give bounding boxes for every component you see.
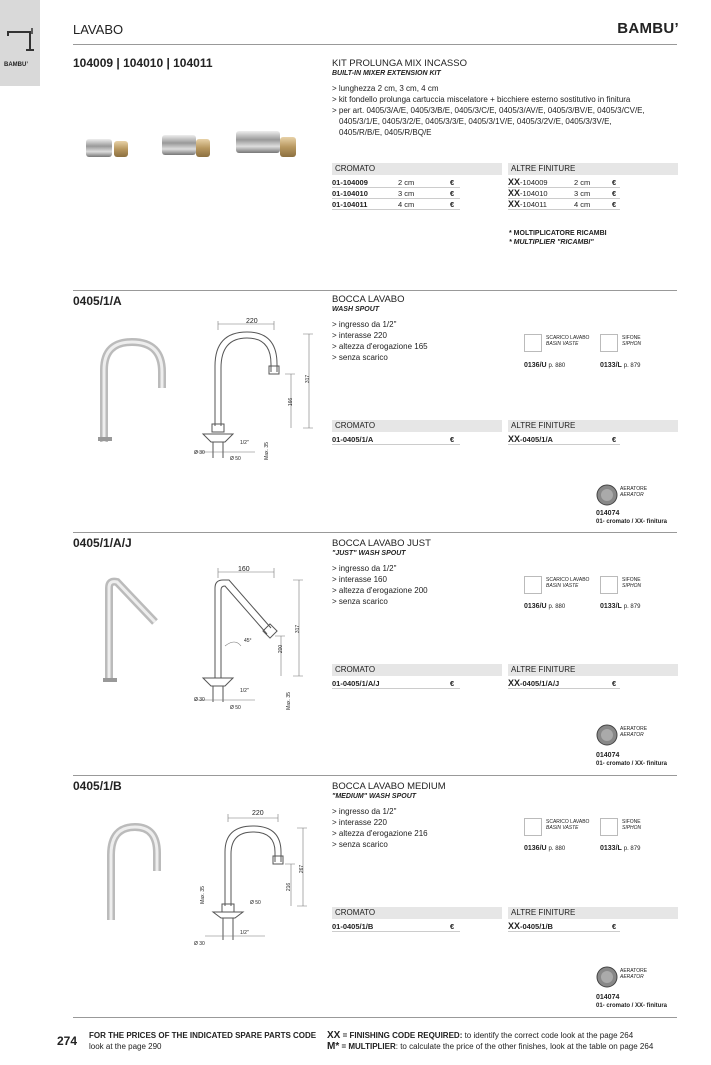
kit-cromato-header: CROMATO [332, 163, 502, 175]
dim-d1: Ø 30 [194, 697, 205, 703]
aeratore-note: 01- cromato / XX- finitura [596, 761, 668, 767]
xx-text: to identify the correct code look at the page 264 [462, 1031, 634, 1040]
scarico-code: 0136/U [524, 362, 547, 369]
row-code: 01-0405/1/B [332, 922, 374, 931]
table-row [508, 921, 620, 932]
table-row [508, 188, 620, 199]
sifone-page: p. 879 [623, 363, 641, 369]
kit-cromato-rows [332, 177, 460, 210]
dim-d2: Ø 50 [250, 900, 261, 906]
row-code: -0405/1/A [520, 435, 553, 444]
sifone-code: 0133/L [600, 603, 622, 610]
aeratore-code: 014074 [596, 994, 620, 1001]
aeratore-title: AERATORE [620, 726, 648, 732]
dim-max: Max. 35 [285, 692, 292, 710]
sifone-ref [600, 362, 640, 369]
kit-code: 104009 | 104010 | 104011 [73, 56, 213, 70]
sifone-label [622, 577, 641, 589]
euro-sign: € [612, 178, 617, 187]
m-bold: = MULTIPLIER [339, 1042, 396, 1051]
dim-top: 160 [238, 566, 250, 573]
aerator-icon [596, 484, 618, 506]
dim-h2: 216 [286, 882, 293, 892]
aerator-icon [596, 724, 618, 746]
scarico-code: 0136/U [524, 603, 547, 610]
sifone-label [622, 819, 641, 831]
euro-sign: € [612, 189, 617, 198]
side-tab [0, 0, 40, 86]
table-row [508, 177, 620, 188]
siphon-icon [600, 576, 618, 594]
xx-key: XX [327, 1030, 341, 1041]
altre-header: ALTRE FINITURE [508, 907, 678, 919]
sifone-sub: SIPHON [622, 341, 642, 347]
sifone-sub: SIPHON [622, 825, 642, 831]
multiplier-it: * MOLTIPLICATORE RICAMBI [509, 230, 607, 237]
section-divider [73, 532, 677, 533]
siphon-icon [600, 818, 618, 836]
sifone-title: SIFONE [622, 577, 641, 583]
row-length: 2 cm [398, 178, 415, 187]
euro-sign: € [450, 435, 455, 444]
bullet: > ingresso da 1/2" [332, 807, 397, 816]
footer-divider [73, 1017, 677, 1018]
aeratore-note: 01- cromato / XX- finitura [596, 1003, 668, 1009]
aeratore-code: 014074 [596, 510, 620, 517]
sifone-code: 0133/L [600, 845, 622, 852]
bullet: > interasse 220 [332, 818, 387, 827]
bullet: > senza scarico [332, 840, 388, 849]
xx-code: XX [508, 188, 521, 198]
euro-sign: € [450, 178, 455, 187]
scarico-code: 0136/U [524, 845, 547, 852]
aeratore-label [620, 486, 647, 498]
multiplier-note [509, 229, 607, 247]
row-code: 01-104010 [332, 189, 368, 198]
header-divider [73, 44, 677, 45]
kit-bullet: 0405/R/B/E, 0405/R/BQ/E [339, 128, 432, 137]
xx-code: XX [508, 678, 521, 688]
page-category: LAVABO [73, 22, 124, 37]
section-divider [73, 775, 677, 776]
technical-drawing [185, 316, 325, 466]
product-title: BOCCA LAVABO MEDIUM [332, 781, 446, 792]
euro-sign: € [612, 200, 617, 209]
dim-h1: 267 [299, 864, 306, 874]
aeratore-title: AERATORE [620, 968, 648, 974]
scarico-page: p. 880 [548, 846, 566, 852]
product-code: 0405/1/A [73, 294, 122, 308]
cromato-header: CROMATO [332, 664, 502, 676]
row-code: -104010 [520, 189, 548, 198]
table-row [508, 678, 620, 689]
dim-d2: Ø 50 [230, 456, 241, 462]
aeratore-note: 01- cromato / XX- finitura [596, 519, 668, 525]
product-code: 0405/1/B [73, 779, 122, 793]
row-length: 2 cm [574, 178, 591, 187]
row-code: -0405/1/B [520, 922, 553, 931]
scarico-sub: BASIN VASTE [546, 583, 579, 589]
product-subtitle: "JUST" WASH SPOUT [332, 550, 406, 557]
basin-waste-icon [524, 818, 542, 836]
aeratore-code: 014074 [596, 752, 620, 759]
page-number: 274 [57, 1034, 78, 1048]
dim-d2: Ø 50 [230, 705, 241, 711]
product-subtitle: WASH SPOUT [332, 306, 380, 313]
dim-thread: 1/2" [240, 440, 249, 446]
scarico-label [546, 577, 589, 589]
basin-waste-icon [524, 334, 542, 352]
dim-h2: 200 [278, 644, 285, 654]
row-length: 3 cm [398, 189, 415, 198]
technical-drawing [185, 560, 325, 710]
row-length: 3 cm [574, 189, 591, 198]
sifone-page: p. 879 [623, 846, 641, 852]
sifone-label [622, 335, 641, 347]
row-code: -104011 [520, 200, 547, 209]
scarico-title: SCARICO LAVABO [546, 819, 590, 825]
scarico-label [546, 335, 589, 347]
product-code: 0405/1/A/J [73, 536, 132, 550]
euro-sign: € [450, 922, 455, 931]
siphon-icon [600, 334, 618, 352]
dim-h1: 317 [305, 374, 312, 384]
dim-thread: 1/2" [240, 930, 249, 936]
scarico-page: p. 880 [548, 604, 566, 610]
xx-code: XX [508, 177, 521, 187]
bullet: > altezza d'erogazione 200 [332, 586, 428, 595]
scarico-page: p. 880 [548, 363, 566, 369]
table-row [332, 199, 460, 210]
product-bullets [332, 563, 428, 607]
row-code: 01-0405/1/A/J [332, 679, 380, 688]
kit-bullet: > kit fondello prolunga cartuccia miscelatore + bicchiere esterno sostitutivo in finitura [332, 95, 631, 104]
dim-d1: Ø 30 [194, 450, 205, 456]
row-code: 01-104009 [332, 178, 368, 187]
technical-drawing [185, 806, 325, 951]
multiplier-en: * MULTIPLIER "RICAMBI" [509, 239, 594, 246]
spout-photo [90, 332, 175, 447]
xx-bold: = FINISHING CODE REQUIRED: [340, 1031, 463, 1040]
cromato-header: CROMATO [332, 907, 502, 919]
aeratore-sub: AERATOR [620, 492, 644, 498]
aeratore-label [620, 726, 647, 738]
dim-angle: 45° [244, 638, 252, 644]
sifone-title: SIFONE [622, 819, 641, 825]
sifone-code: 0133/L [600, 362, 622, 369]
product-bullets [332, 319, 428, 363]
row-code: -104009 [520, 178, 548, 187]
table-row [332, 434, 460, 445]
product-title: BOCCA LAVABO [332, 294, 405, 305]
bullet: > senza scarico [332, 353, 388, 362]
aeratore-label [620, 968, 647, 980]
dim-h1: 317 [295, 624, 302, 634]
euro-sign: € [612, 435, 617, 444]
sifone-sub: SIPHON [622, 583, 642, 589]
footer-left [89, 1030, 316, 1052]
dim-max: Max. 35 [263, 442, 270, 460]
euro-sign: € [450, 200, 455, 209]
bullet: > interasse 220 [332, 331, 387, 340]
aeratore-sub: AERATOR [620, 732, 644, 738]
xx-code: XX [508, 434, 521, 444]
bullet: > interasse 160 [332, 575, 387, 584]
m-text: : to calculate the price of the other finishes, look at the table on page 264 [395, 1042, 654, 1051]
kit-altre-rows [508, 177, 620, 210]
table-row [332, 678, 460, 689]
row-length: 4 cm [574, 200, 591, 209]
product-subtitle: "MEDIUM" WASH SPOUT [332, 793, 417, 800]
aeratore-title: AERATORE [620, 486, 648, 492]
scarico-label [546, 819, 589, 831]
euro-sign: € [612, 679, 617, 688]
dim-h2: 166 [288, 397, 295, 407]
footer-left-line2: look at the page 290 [89, 1042, 162, 1051]
sifone-title: SIFONE [622, 335, 641, 341]
sifone-ref [600, 845, 640, 852]
xx-code: XX [508, 199, 521, 209]
table-row [332, 177, 460, 188]
kit-title: KIT PROLUNGA MIX INCASSO [332, 58, 467, 69]
cromato-header: CROMATO [332, 420, 502, 432]
table-row [332, 921, 460, 932]
scarico-title: SCARICO LAVABO [546, 335, 590, 341]
dim-thread: 1/2" [240, 688, 249, 694]
spout-photo [95, 572, 165, 687]
dim-top: 220 [246, 318, 258, 325]
euro-sign: € [450, 189, 455, 198]
bullet: > ingresso da 1/2" [332, 320, 397, 329]
aeratore-sub: AERATOR [620, 974, 644, 980]
section-divider [73, 290, 677, 291]
kit-subtitle: BUILT-IN MIXER EXTENSION KIT [332, 70, 441, 77]
scarico-ref [524, 845, 565, 852]
dim-d1: Ø 30 [194, 941, 205, 947]
kit-bullet: > lunghezza 2 cm, 3 cm, 4 cm [332, 84, 439, 93]
kit-product-image [80, 125, 310, 170]
euro-sign: € [612, 922, 617, 931]
scarico-ref [524, 603, 565, 610]
kit-bullet: > per art. 0405/3/A/E, 0405/3/B/E, 0405/3/C/E, 0405/3/AV/E, 0405/3/BV/E, 0405/3/CV/E, [332, 106, 645, 115]
brand-title: BAMBU’ [617, 20, 679, 37]
scarico-ref [524, 362, 565, 369]
side-label: BAMBU’ [4, 62, 28, 68]
sifone-ref [600, 603, 640, 610]
altre-header: ALTRE FINITURE [508, 420, 678, 432]
basin-waste-icon [524, 576, 542, 594]
row-code: 01-104011 [332, 200, 368, 209]
bullet: > senza scarico [332, 597, 388, 606]
scarico-sub: BASIN VASTE [546, 825, 579, 831]
table-row [508, 434, 620, 445]
footer-left-line1: FOR THE PRICES OF THE INDICATED SPARE PARTS CODE [89, 1031, 317, 1040]
xx-code: XX [508, 921, 521, 931]
product-title: BOCCA LAVABO JUST [332, 538, 431, 549]
dim-max: Max. 35 [199, 886, 206, 904]
altre-header: ALTRE FINITURE [508, 664, 678, 676]
scarico-title: SCARICO LAVABO [546, 577, 590, 583]
m-key: M* [327, 1041, 340, 1052]
kit-altre-header: ALTRE FINITURE [508, 163, 678, 175]
kit-bullets [332, 83, 682, 138]
faucet-icon [6, 26, 36, 54]
euro-sign: € [450, 679, 455, 688]
spout-photo [95, 815, 175, 925]
row-length: 4 cm [398, 200, 415, 209]
row-code: -0405/1/A/J [520, 679, 560, 688]
bullet: > ingresso da 1/2" [332, 564, 397, 573]
bullet: > altezza d'erogazione 165 [332, 342, 428, 351]
product-bullets [332, 806, 428, 850]
kit-bullet: 0405/3/1/E, 0405/3/2/E, 0405/3/3/E, 0405/3/1V/E, 0405/3/2V/E, 0405/3/3V/E, [339, 117, 612, 126]
dim-top: 220 [252, 810, 264, 817]
row-code: 01-0405/1/A [332, 435, 374, 444]
table-row [332, 188, 460, 199]
aerator-icon [596, 966, 618, 988]
sifone-page: p. 879 [623, 604, 641, 610]
scarico-sub: BASIN VASTE [546, 341, 579, 347]
bullet: > altezza d'erogazione 216 [332, 829, 428, 838]
table-row [508, 199, 620, 210]
footer-right [327, 1030, 653, 1052]
